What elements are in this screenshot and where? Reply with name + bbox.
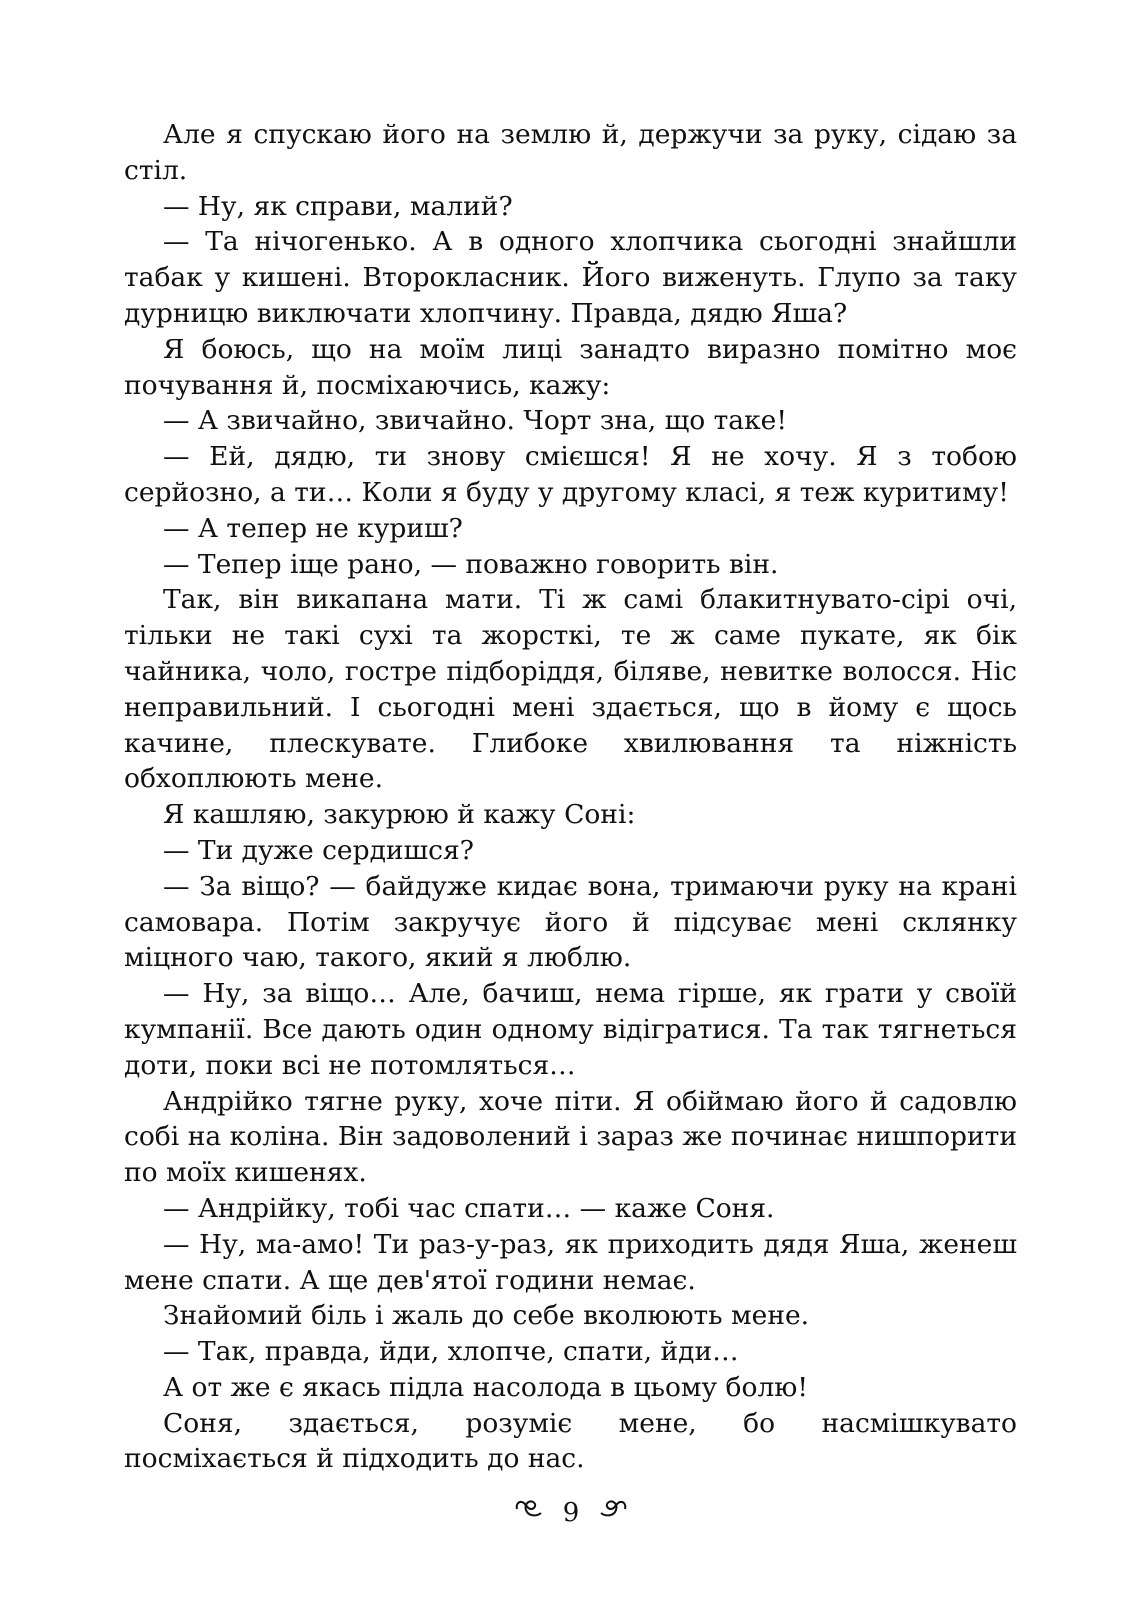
page-number: 9 <box>562 1498 580 1528</box>
paragraph: Але я спускаю його на землю й, держучи за руку, сідаю за стіл. <box>124 119 1017 186</box>
paragraph: — Так, правда, йди, хлопче, спати, йди… <box>163 1336 739 1368</box>
paragraph: — Ну, за віщо… Але, бачиш, нема гірше, як грати у своїй кумпанії. Все дають один одному відігратися. Та так тягнеться доти, поки всі не потомляться… <box>124 978 1017 1081</box>
paragraph: — Андрійку, тобі час спати… — каже Соня. <box>163 1192 775 1224</box>
paragraph: Я кашляю, закурюю й кажу Соні: <box>163 799 636 831</box>
page-footer <box>0 1496 1142 1529</box>
right-ornament-icon <box>598 1497 628 1529</box>
paragraph: — А звичайно, звичайно. Чорт зна, що таке! <box>163 405 787 437</box>
paragraph: Так, він викапана мати. Ті ж самі блакитнувато-сірі очі, тільки не такі сухі та жорсткі, те ж саме пукате, як бік чайника, чоло, гостре підборіддя, біляве, невитке волосся. Ніс неправильний. І сьогодні мені здається, що в йому є щось качине, плескувате. Глибоке хвилювання та ніжність обхоплюють мене. <box>124 584 1017 795</box>
paragraph: Я боюсь, що на моїм лиці занадто виразно помітно моє почування й, посміхаючись, кажу: <box>124 333 1017 401</box>
left-ornament-icon <box>514 1497 544 1529</box>
body-text <box>124 117 1017 1477</box>
paragraph: — Ти дуже сердишся? <box>163 834 474 866</box>
paragraph: — За віщо? — байдуже кидає вона, тримаючи руку на крані самовара. Потім закручує його й підсуває мені склянку міцного чаю, такого, який я люблю. <box>124 870 1017 974</box>
paragraph: А от же є якась підла насолода в цьому болю! <box>163 1371 809 1403</box>
paragraph: — Та нічогенько. А в одного хлопчика сьогодні знайшли табак у кишені. Второкласник. Його виженуть. Глупо за таку дурницю виключати хлопчину. Правда, дядю Яша? <box>124 226 1017 329</box>
paragraph: — Ну, ма-амо! Ти раз-у-раз, як приходить дядя Яша, женеш мене спати. А ще дев'ятої години немає. <box>124 1228 1017 1296</box>
paragraph: Андрійко тягне руку, хоче піти. Я обіймаю його й садовлю собі на коліна. Він задоволений і зараз же починає нишпорити по моїх кишенях. <box>124 1085 1017 1189</box>
paragraph: — Ей, дядю, ти знову смієшся! Я не хочу. Я з тобою серйозно, а ти… Коли я буду у другому класі, я теж куритиму! <box>124 441 1017 508</box>
paragraph: — Тепер іще рано, — поважно говорить він. <box>163 548 779 580</box>
paragraph: Знайомий біль і жаль до себе вколюють мене. <box>163 1300 810 1332</box>
paragraph: — А тепер не куриш? <box>163 512 463 544</box>
paragraph: Соня, здається, розуміє мене, бо насмішкувато посміхається й підходить до нас. <box>124 1407 1017 1475</box>
paragraph: — Ну, як справи, малий? <box>163 190 513 222</box>
